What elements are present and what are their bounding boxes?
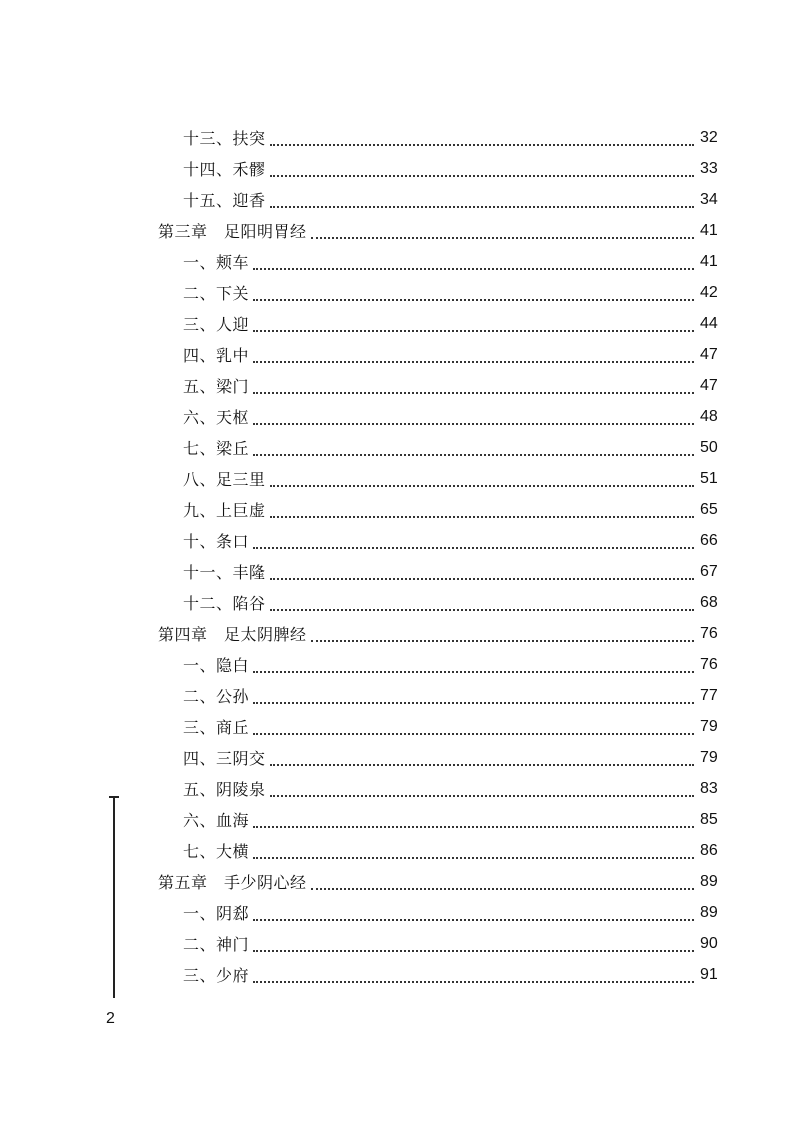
- toc-label: 四、三阴交: [183, 749, 266, 768]
- toc-entry-row[interactable]: [0, 277, 793, 308]
- toc-entry-row[interactable]: [0, 308, 793, 339]
- dot-leader: [270, 196, 694, 208]
- dot-leader: [253, 444, 694, 456]
- toc-page-number: 68: [700, 593, 718, 611]
- toc-entry-row[interactable]: [0, 463, 793, 494]
- toc-label: 六、天枢: [183, 408, 250, 427]
- toc-page-number: 32: [700, 128, 718, 146]
- dot-leader: [253, 971, 694, 983]
- toc-page-number: 34: [700, 190, 718, 208]
- toc-entry-row[interactable]: [0, 959, 793, 990]
- toc-page-number: 47: [700, 345, 718, 363]
- toc-entry-row[interactable]: [0, 742, 793, 773]
- toc-entry-row[interactable]: [0, 649, 793, 680]
- toc-label: 十五、迎香: [183, 191, 266, 210]
- toc-page-number: 86: [700, 841, 718, 859]
- toc-entry-row[interactable]: [0, 773, 793, 804]
- toc-label: 九、上巨虚: [183, 501, 266, 520]
- toc-entry-row[interactable]: [0, 525, 793, 556]
- dot-leader: [253, 940, 694, 952]
- toc-label: 二、下关: [183, 284, 250, 303]
- toc-page-number: 90: [700, 934, 718, 952]
- toc-label: 第四章 足太阴脾经: [158, 625, 307, 644]
- toc-label: 十一、丰隆: [183, 563, 266, 582]
- toc-entry-row[interactable]: [0, 804, 793, 835]
- toc-entry-row[interactable]: [0, 835, 793, 866]
- toc-entry-row[interactable]: [0, 370, 793, 401]
- toc-page-number: 79: [700, 748, 718, 766]
- toc-chapter-row[interactable]: [0, 618, 793, 649]
- margin-rule: [113, 798, 115, 998]
- dot-leader: [311, 227, 694, 239]
- toc-page-number: 83: [700, 779, 718, 797]
- toc-label: 三、少府: [183, 966, 250, 985]
- toc-entry-row[interactable]: [0, 928, 793, 959]
- toc-page-number: 89: [700, 872, 718, 890]
- toc-label: 二、公孙: [183, 687, 250, 706]
- dot-leader: [253, 909, 694, 921]
- toc-page-number: 79: [700, 717, 718, 735]
- toc-label: 一、颊车: [183, 253, 250, 272]
- toc-label: 十四、禾髎: [183, 160, 266, 179]
- toc-label: 第三章 足阳明胃经: [158, 222, 307, 241]
- dot-leader: [270, 754, 694, 766]
- dot-leader: [253, 723, 694, 735]
- dot-leader: [253, 258, 694, 270]
- toc-page-number: 89: [700, 903, 718, 921]
- dot-leader: [270, 785, 694, 797]
- toc-page-number: 48: [700, 407, 718, 425]
- dot-leader: [253, 351, 694, 363]
- dot-leader: [253, 692, 694, 704]
- toc-label: 一、隐白: [183, 656, 250, 675]
- toc-label: 八、足三里: [183, 470, 266, 489]
- toc-page-number: 76: [700, 624, 718, 642]
- dot-leader: [270, 599, 694, 611]
- toc-entry-row[interactable]: [0, 711, 793, 742]
- toc-page-number: 42: [700, 283, 718, 301]
- dot-leader: [253, 382, 694, 394]
- toc-label: 六、血海: [183, 811, 250, 830]
- toc-label: 七、梁丘: [183, 439, 250, 458]
- dot-leader: [253, 537, 694, 549]
- toc-page-number: 33: [700, 159, 718, 177]
- toc-entry-row[interactable]: [0, 339, 793, 370]
- toc-entry-row[interactable]: [0, 246, 793, 277]
- toc-page-number: 47: [700, 376, 718, 394]
- toc-label: 一、阴郄: [183, 904, 250, 923]
- toc-entry-row[interactable]: [0, 153, 793, 184]
- toc-entry-row[interactable]: [0, 680, 793, 711]
- toc-page-number: 76: [700, 655, 718, 673]
- dot-leader: [311, 878, 694, 890]
- toc-page-number: 44: [700, 314, 718, 332]
- page-number: 2: [106, 1010, 115, 1027]
- table-of-contents: [0, 122, 793, 990]
- toc-label: 十、条口: [183, 532, 250, 551]
- toc-page-number: 85: [700, 810, 718, 828]
- toc-page-number: 50: [700, 438, 718, 456]
- toc-page-number: 65: [700, 500, 718, 518]
- toc-label: 三、商丘: [183, 718, 250, 737]
- toc-page-number: 77: [700, 686, 718, 704]
- toc-page-number: 66: [700, 531, 718, 549]
- dot-leader: [253, 289, 694, 301]
- dot-leader: [270, 134, 694, 146]
- toc-label: 五、阴陵泉: [183, 780, 266, 799]
- toc-entry-row[interactable]: [0, 556, 793, 587]
- toc-entry-row[interactable]: [0, 432, 793, 463]
- toc-page-number: 41: [700, 221, 718, 239]
- toc-label: 三、人迎: [183, 315, 250, 334]
- dot-leader: [311, 630, 694, 642]
- dot-leader: [253, 413, 694, 425]
- toc-entry-row[interactable]: [0, 587, 793, 618]
- toc-page-number: 91: [700, 965, 718, 983]
- dot-leader: [253, 320, 694, 332]
- toc-entry-row[interactable]: [0, 401, 793, 432]
- dot-leader: [270, 165, 694, 177]
- toc-page-number: 51: [700, 469, 718, 487]
- toc-label: 十三、扶突: [183, 129, 266, 148]
- toc-label: 四、乳中: [183, 346, 250, 365]
- toc-entry-row[interactable]: [0, 494, 793, 525]
- dot-leader: [270, 506, 694, 518]
- toc-label: 十二、陷谷: [183, 594, 266, 613]
- toc-chapter-row[interactable]: [0, 866, 793, 897]
- toc-page-number: 67: [700, 562, 718, 580]
- dot-leader: [270, 475, 694, 487]
- dot-leader: [253, 661, 694, 673]
- dot-leader: [253, 816, 694, 828]
- toc-entry-row[interactable]: [0, 122, 793, 153]
- dot-leader: [270, 568, 694, 580]
- toc-entry-row[interactable]: [0, 897, 793, 928]
- toc-chapter-row[interactable]: [0, 215, 793, 246]
- toc-entry-row[interactable]: [0, 184, 793, 215]
- toc-label: 七、大横: [183, 842, 250, 861]
- toc-page-number: 41: [700, 252, 718, 270]
- dot-leader: [253, 847, 694, 859]
- toc-label: 第五章 手少阴心经: [158, 873, 307, 892]
- toc-label: 二、神门: [183, 935, 250, 954]
- toc-label: 五、梁门: [183, 377, 250, 396]
